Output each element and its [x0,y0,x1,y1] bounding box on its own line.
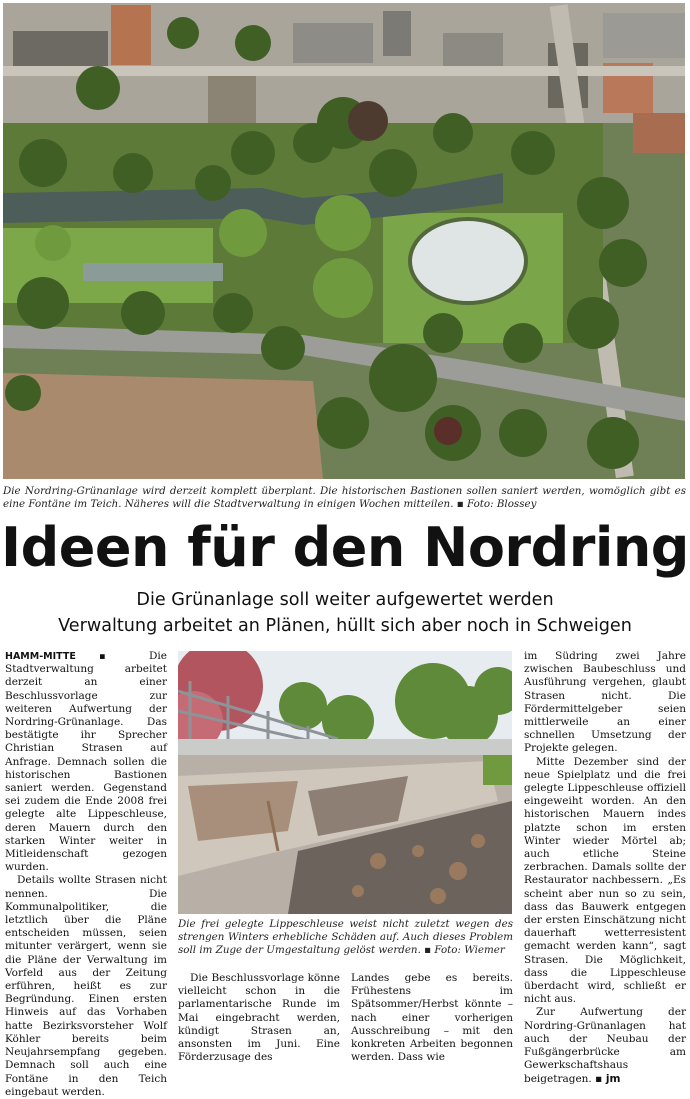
lock-wall-photo [178,651,512,914]
article-column-3 [351,972,513,1064]
col2-paragraph-1: Die Beschlussvorlage könne vielleicht schon in die parlamentarische Runde im Mai eingebracht werden, kündigt Strasen an, ansonsten im Juni. Eine Förderzusage des [178,972,340,1064]
aerial-park-photo-icon [3,3,685,479]
col4-paragraph-2: Mitte Dezember sind der neue Spielplatz und die frei gelegte Lippeschleuse offiziell eingeweiht worden. An den historischen Mauern indes platzte schon im ersten Winter wieder Mörtel ab; auch etliche Steine zerbrachen. Damals sollte der Restaurator nachbessern. „Es scheint aber nun so zu sein, dass das Bauwerk entgegen der ersten Einschätzung nicht dauerhaft wetterresistent gemacht werden kann“, sagt Strasen. Die Möglichkeit, dass die Lippeschleuse überdacht wird, schließt er nicht aus. [524,755,686,1006]
article-column-1 [5,650,167,1099]
middle-photo-caption: Die frei gelegte Lippeschleuse weist nicht zuletzt wegen des strengen Winters erhebliche Schäden auf. Auch dieses Problem soll im Zuge der Umgestaltung gelöst werden. ▪ Foto: Wiemer [178,918,513,956]
headline: Ideen für den Nordring [1,516,689,579]
aerial-photo [3,3,685,479]
dateline: HAMM-MITTE ▪ [5,651,126,662]
article-column-4 [524,650,686,1086]
col4-paragraph-1: im Südring zwei Jahre zwischen Baubeschluss und Ausführung vergehen, glaubt Strasen nicht. Die Fördermittelgeber seien mittlerweile an einer schnellen Umsetzung der Projekte gelegen. [524,650,686,755]
top-photo-caption: Die Nordring-Grünanlage wird derzeit komplett überplant. Die historischen Bastionen sollen saniert werden, womöglich gibt es eine Fontäne im Teich. Näheres will die Stadtverwaltung in einigen Wochen mitteilen. ▪ Foto: Blossey [3,485,686,510]
subhead-line-2: Verwaltung arbeitet an Plänen, hüllt sich aber noch in Schweigen [58,616,632,636]
col1-paragraph-2: Details wollte Strasen nicht nennen. Die Kommunalpolitiker, die letztlich über die Pläne entscheiden müssen, seien mitunter verärgert, wenn sie die Pläne der Verwaltung im Vorfeld aus der Zeitung erführen, heißt es zur Begründung. Einen ersten Hinweis auf das Vorhaben hatte Bezirksvorsteher Wolf Köhler bereits beim Neujahrsempfang gegeben. Demnach soll auch eine Fontäne in den Teich eingebaut werden. [5,874,167,1098]
article-column-2 [178,972,340,1064]
col3-paragraph-1: Landes gebe es bereits. Frühestens im Spätsommer/Herbst könnte – nach einer vorherigen Ausschreibung – mit den konkreten Arbeiten begonnen werden. Dass wie [351,972,513,1064]
author-signature: ▪ jm [595,1072,621,1085]
col4-paragraph-3: Zur Aufwertung der Nordring-Grünanlagen hat auch der Neubau der Fußgängerbrücke am Gewerkschaftshaus beigetragen. [524,1006,686,1085]
col1-paragraph-1: Die Stadtverwaltung arbeitet derzeit an einer Beschlussvorlage zur weiteren Aufwertung der Nordring-Grünanlage. Das bestätigte ihr Sprecher Christian Strasen auf Anfrage. Demnach sollen die historischen Bastionen saniert werden. Gegenstand sei zudem die Ende 2008 frei gelegte alte Lippeschleuse, deren Mauern durch den starken Winter weiter in Mitleidenschaft gezogen wurden. [5,650,167,874]
lock-wall-photo-icon [178,651,512,914]
subhead-line-1: Die Grünanlage soll weiter aufgewertet werden [136,590,554,610]
